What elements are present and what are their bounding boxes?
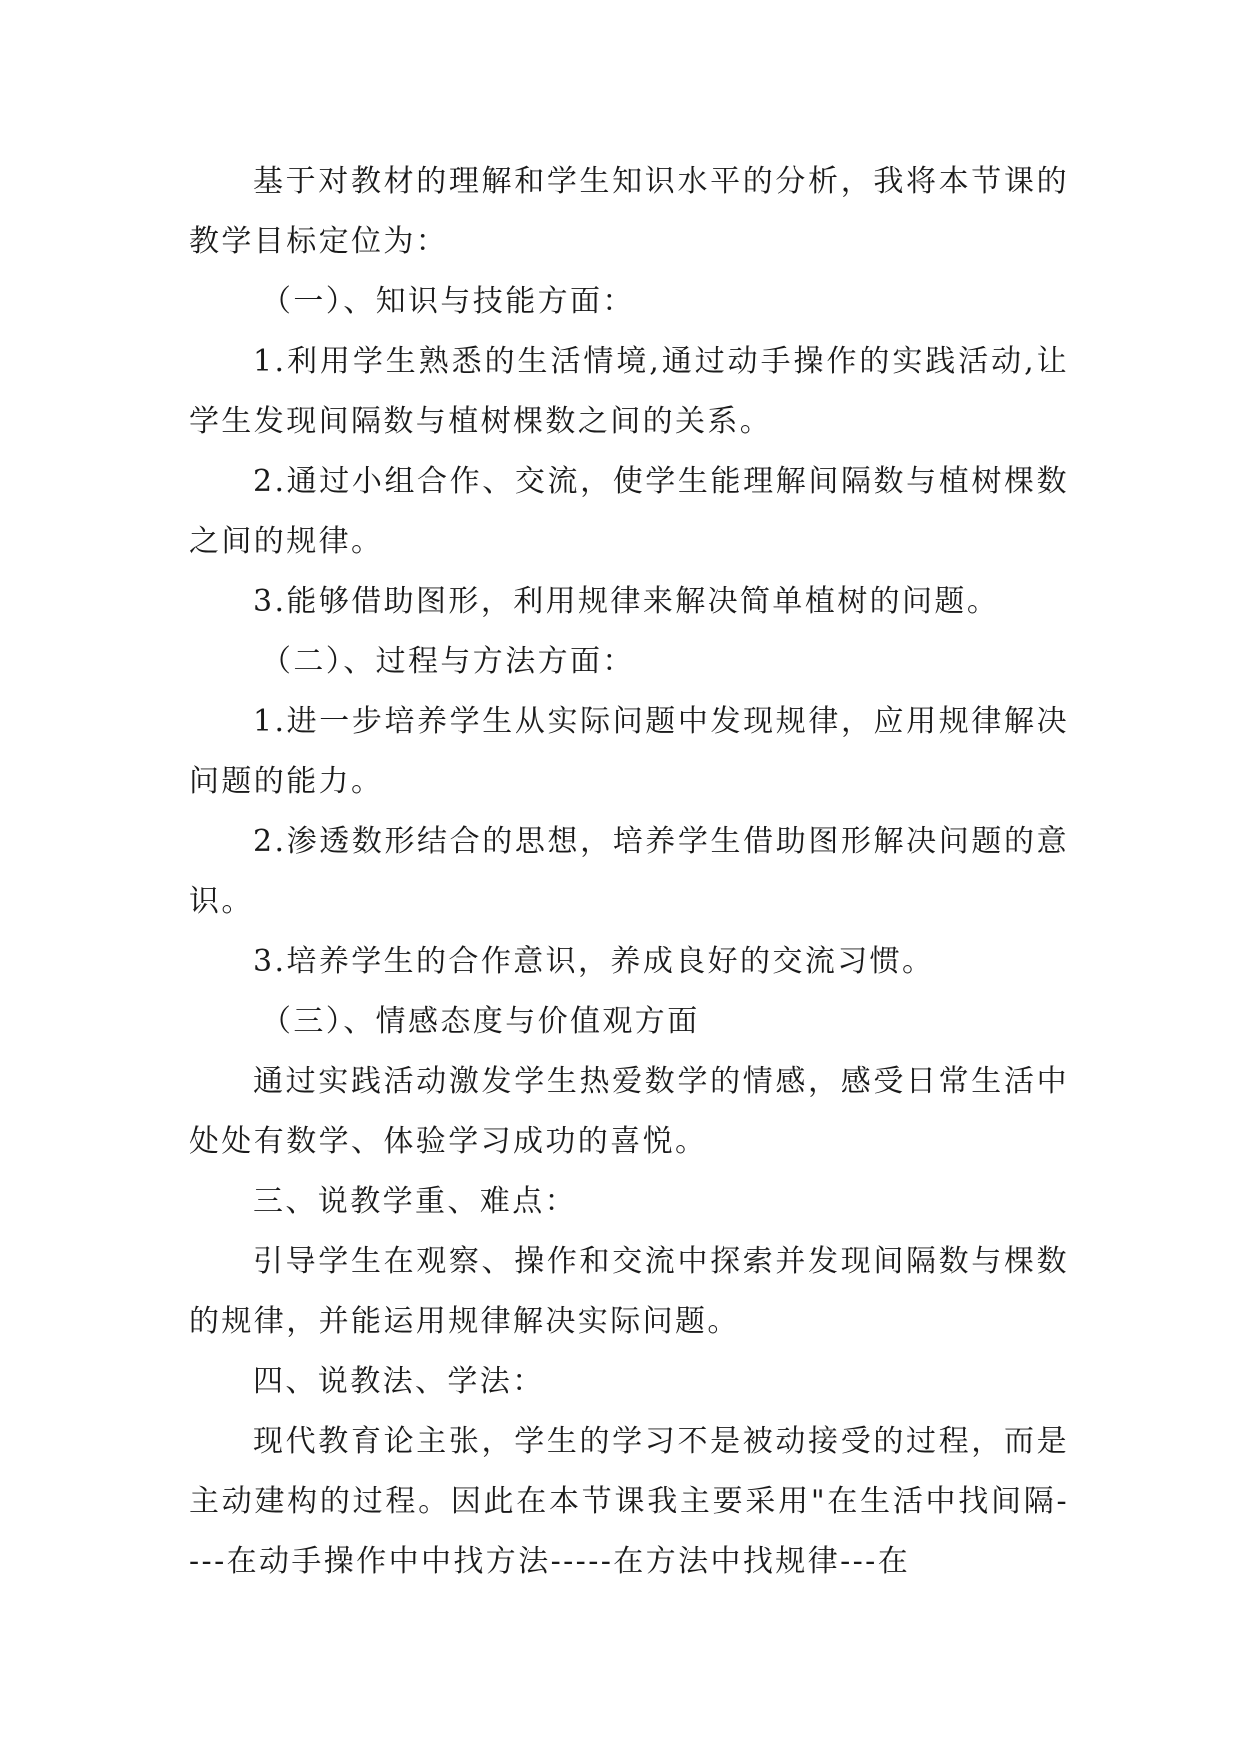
paragraph-emotion-values: 通过实践活动激发学生热爱数学的情感，感受日常生活中处处有数学、体验学习成功的喜悦。 xyxy=(189,1064,1069,1159)
section-heading-teaching-methods: 四、说教法、学法： xyxy=(253,1364,545,1399)
list-item-knowledge-2: 2.通过小组合作、交流，使学生能理解间隔数与植树棵数之间的规律。 xyxy=(189,464,1069,559)
paragraph-teaching-methods: 现代教育论主张，学生的学习不是被动接受的过程，而是主动建构的过程。因此在本节课我主要采用"在生活中找间隔----在动手操作中中找方法-----在方法中找规律---在 xyxy=(189,1424,1069,1579)
list-item-knowledge-3: 3.能够借助图形，利用规律来解决简单植树的问题。 xyxy=(253,584,1000,619)
section-heading-key-points: 三、说教学重、难点： xyxy=(253,1184,577,1219)
paragraph-key-points: 引导学生在观察、操作和交流中探索并发现间隔数与棵数的规律，并能运用规律解决实际问题。 xyxy=(189,1244,1069,1339)
section-heading-process-methods: （二）、过程与方法方面： xyxy=(261,644,635,679)
section-heading-knowledge-skills: （一）、知识与技能方面： xyxy=(261,284,635,319)
document-body xyxy=(189,152,1069,1592)
list-item-knowledge-1: 1.利用学生熟悉的生活情境,通过动手操作的实践活动,让学生发现间隔数与植树棵数之间的关系。 xyxy=(189,344,1069,439)
section-heading-emotion-values: （三）、情感态度与价值观方面 xyxy=(261,1004,700,1039)
list-item-process-3: 3.培养学生的合作意识，养成良好的交流习惯。 xyxy=(253,944,935,979)
list-item-process-2: 2.渗透数形结合的思想，培养学生借助图形解决问题的意识。 xyxy=(189,824,1069,919)
list-item-process-1: 1.进一步培养学生从实际问题中发现规律，应用规律解决问题的能力。 xyxy=(189,704,1069,799)
paragraph-teaching-goal-intro: 基于对教材的理解和学生知识水平的分析，我将本节课的教学目标定位为： xyxy=(189,164,1069,259)
